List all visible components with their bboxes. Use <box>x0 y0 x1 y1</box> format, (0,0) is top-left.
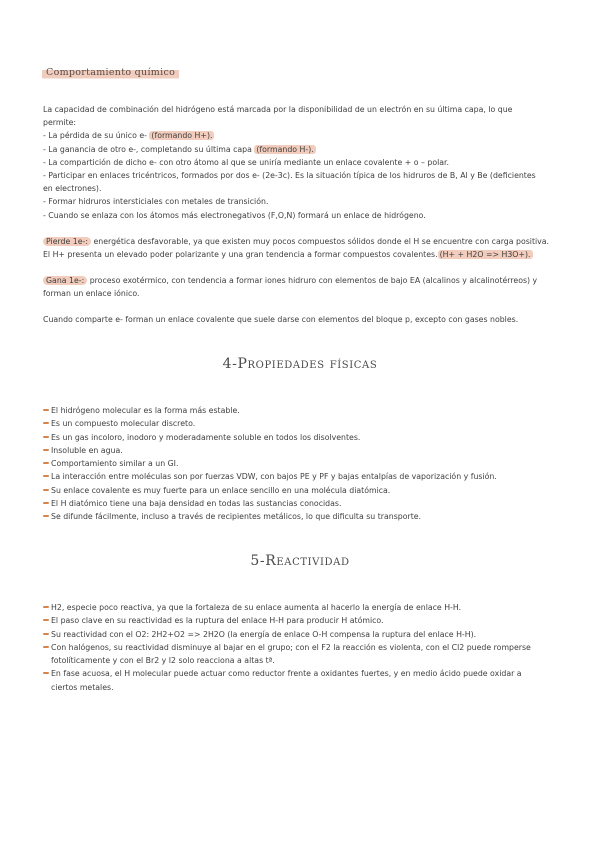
gana-label: Gana 1e-: <box>43 276 87 285</box>
list-item: Comportamiento similar a un GI. <box>43 457 558 470</box>
list-item: Con halógenos, su reactividad disminuye al bajar en el grupo; con el F2 la reacción es violenta, con el Cl2 puede romperse <box>43 641 558 654</box>
pierde-label: Pierde 1e-: <box>43 237 91 246</box>
intro-line-1: La capacidad de combinación del hidrógeno está marcada por la disponibilidad de un electrón en su última capa, lo que <box>43 105 513 114</box>
list-item: - Participar en enlaces tricéntricos, formados por dos e- (2e-3c). Es la situación típica de los hidruros de B, Al y Be (deficientes <box>43 171 536 181</box>
list-item: - La pérdida de su único e- (formando H+). <box>43 131 213 141</box>
dash-icon <box>43 515 49 517</box>
list-item: La interacción entre moléculas son por fuerzas VDW, con bajos PE y PF y bajas entalpías de vaporización y fusión. <box>43 470 558 483</box>
section-title-propiedades: 4-Propiedades físicas <box>222 356 378 372</box>
list-item: Es un compuesto molecular discreto. <box>43 417 558 430</box>
section-title-comportamiento: Comportamiento químico <box>42 66 179 79</box>
highlight: (formando H-). <box>256 144 314 154</box>
list-item: El paso clave en su reactividad es la ruptura del enlace H-H para producir H atómico. <box>43 614 558 627</box>
dash-icon <box>43 619 49 621</box>
list-item: - Formar hidruros intersticiales con metales de transición. <box>43 197 269 207</box>
dash-icon <box>43 633 49 635</box>
intro-line-2: permite: <box>43 118 77 128</box>
dash-icon <box>43 436 49 438</box>
highlight: (H+ + H2O => H3O+). <box>439 250 531 260</box>
reactividad-list <box>43 601 558 694</box>
list-item: - La ganancia de otro e-, completando su última capa (formando H-). <box>43 144 314 154</box>
list-item-continuation: ciertos metales. <box>51 682 114 692</box>
dash-icon <box>43 475 49 477</box>
dash-icon <box>43 502 49 504</box>
propiedades-list <box>43 404 558 524</box>
comparte-paragraph: Cuando comparte e- forman un enlace covalente que suele darse con elementos del bloque p, excepto con gases nobles. <box>43 315 519 324</box>
list-item: Se difunde fácilmente, incluso a través de recipientes metálicos, lo que dificulta su transporte. <box>43 510 558 523</box>
dash-icon <box>43 672 49 674</box>
section-title-reactividad: 5-Reactividad <box>250 553 350 569</box>
list-item: Su reactividad con el O2: 2H2+O2 => 2H2O (la energía de enlace O-H compensa la ruptura del enlace H-H). <box>43 628 558 641</box>
dash-icon <box>43 646 49 648</box>
dash-icon <box>43 606 49 608</box>
pierde-paragraph: Pierde 1e-: energética desfavorable, ya que existen muy pocos compuestos sólidos donde el H se encuentre con carga positiva. El H+ presenta un elevado poder polarizante y una gran tendencia a formar compuestos covalentes. (H+ + H2O => H3O+). <box>43 237 550 260</box>
list-item: H2, especie poco reactiva, ya que la fortaleza de su enlace aumenta al hacerlo la energía de enlace H-H. <box>43 601 558 614</box>
list-item-continuation: fotolíticamente y con el Br2 y I2 solo reacciona a altas tª. <box>51 656 275 666</box>
list-item: En fase acuosa, el H molecular puede actuar como reductor frente a oxidantes fuertes, y en medio ácido puede oxidar a <box>43 667 558 680</box>
list-item: - La compartición de dicho e- con otro átomo al que se uniría mediante un enlace covalente + o – polar. <box>43 157 450 167</box>
list-item: Su enlace covalente es muy fuerte para un enlace sencillo en una molécula diatómica. <box>43 484 558 497</box>
dash-icon <box>43 449 49 451</box>
dash-icon <box>43 489 49 491</box>
highlight: (formando H+). <box>151 131 213 141</box>
list-item: en electrones). <box>43 184 102 194</box>
list-item: Es un gas incoloro, inodoro y moderadamente soluble en todos los disolventes. <box>43 431 558 444</box>
dash-icon <box>43 409 49 411</box>
list-item: Insoluble en agua. <box>43 444 558 457</box>
list-item: El hidrógeno molecular es la forma más estable. <box>43 404 558 417</box>
list-item: El H diatómico tiene una baja densidad en todas las sustancias conocidas. <box>43 497 558 510</box>
section-comportamiento-body <box>43 103 558 222</box>
list-item: - Cuando se enlaza con los átomos más electronegativos (F,O,N) formará un enlace de hidrógeno. <box>43 210 426 220</box>
dash-icon <box>43 462 49 464</box>
gana-paragraph: Gana 1e-: proceso exotérmico, con tendencia a formar iones hidruro con elementos de bajo EA (alcalinos y alcalinotérreos) y forman un enlace iónico. <box>43 276 538 299</box>
dash-icon <box>43 422 49 424</box>
